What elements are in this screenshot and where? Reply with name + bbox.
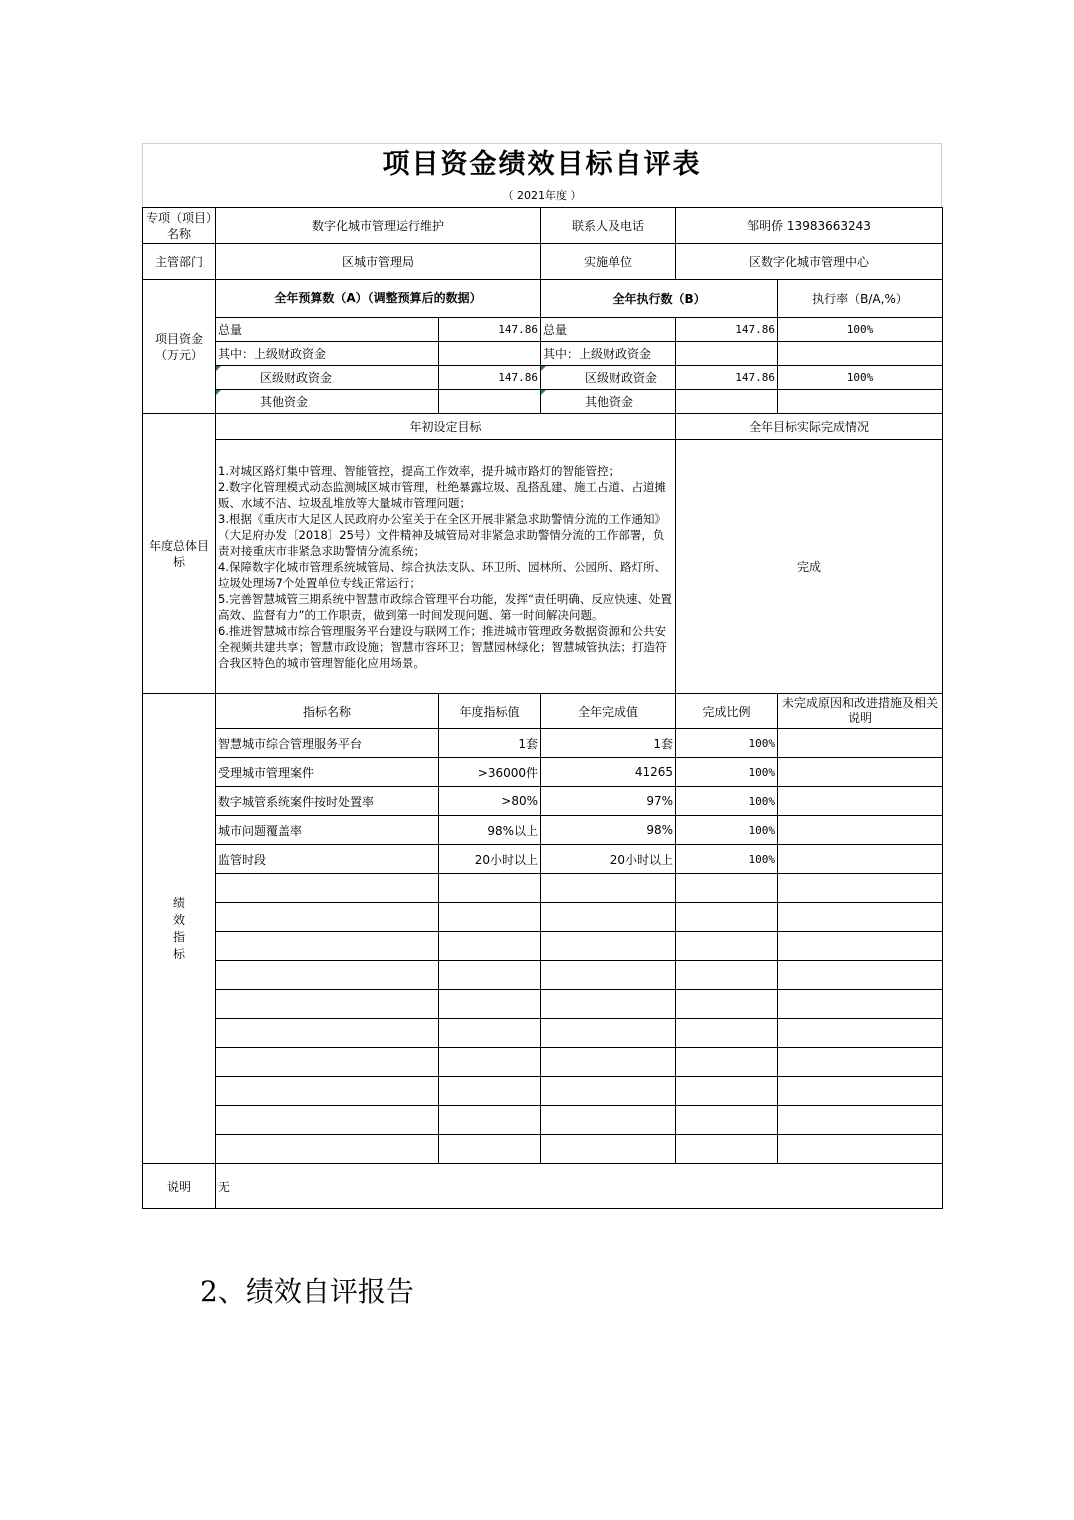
total-budget-label: 总量 (216, 318, 439, 342)
section-heading: 2、绩效自评报告 (200, 1275, 414, 1308)
rate-header: 执行率（B/A,%） (778, 280, 943, 318)
goal-item: 3.根据《重庆市大足区人民政府办公室关于在全区开展非紧急求助警情分流的工作通知》（大足府办发〔2018〕25号）文件精神及城管局对非紧急求助警情分流的工作部署，负责对接重庆市非紧急求助警情分流系统； (218, 511, 666, 558)
indicator-actual: 41265 (541, 758, 676, 787)
empty-indicator-row (143, 903, 943, 932)
evaluation-form (142, 143, 942, 1209)
empty-indicator-row (143, 990, 943, 1019)
empty-indicator-row (143, 932, 943, 961)
actual-completion-header: 全年目标实际完成情况 (676, 414, 943, 440)
indicator-name: 监管时段 (216, 845, 439, 874)
goal-list (216, 440, 676, 694)
ind-actual-header: 全年完成值 (541, 694, 676, 729)
total-budget-value: 147.86 (439, 318, 541, 342)
total-rate-value: 100% (778, 318, 943, 342)
empty-indicator-row (143, 1135, 943, 1164)
dept-value: 区城市管理局 (216, 244, 541, 280)
superior-exec-value (676, 342, 778, 366)
district-budget-label: 区级财政资金 (216, 366, 439, 390)
indicator-row (143, 729, 943, 758)
goal-item: 4.保障数字化城市管理系统城管局、综合执法支队、环卫所、园林所、公园所、路灯所、垃圾处理场7个处置单位专线正常运行； (218, 559, 666, 590)
ind-reason-header: 未完成原因和改进措施及相关说明 (778, 694, 943, 729)
indicator-reason (778, 729, 943, 758)
indicator-actual: 1套 (541, 729, 676, 758)
indicator-target: 1套 (439, 729, 541, 758)
indicator-target: >36000件 (439, 758, 541, 787)
indicators-label (143, 694, 216, 1164)
indicator-actual: 20小时以上 (541, 845, 676, 874)
initial-goal-header: 年初设定目标 (216, 414, 676, 440)
exec-header: 全年执行数（B） (541, 280, 778, 318)
indicator-reason (778, 758, 943, 787)
dept-label: 主管部门 (143, 244, 216, 280)
total-exec-label: 总量 (541, 318, 676, 342)
goal-item: 2.数字化管理模式动态监测城区城市管理，杜绝暴露垃圾、乱搭乱建、施工占道、占道摊贩、水域不洁、垃圾乱堆放等大量城市管理问题； (218, 479, 666, 510)
ind-name-header: 指标名称 (216, 694, 439, 729)
indicator-ratio: 100% (676, 816, 778, 845)
superior-exec-label: 其中：上级财政资金 (541, 342, 676, 366)
notes-label: 说明 (143, 1164, 216, 1209)
indicator-actual: 97% (541, 787, 676, 816)
indicator-target: 20小时以上 (439, 845, 541, 874)
indicator-name: 智慧城市综合管理服务平台 (216, 729, 439, 758)
indicator-ratio: 100% (676, 758, 778, 787)
district-exec-label: 区级财政资金 (541, 366, 676, 390)
form-table (142, 207, 943, 1209)
indicator-ratio: 100% (676, 845, 778, 874)
district-exec-value: 147.86 (676, 366, 778, 390)
empty-indicator-row (143, 874, 943, 903)
other-exec-value (676, 390, 778, 414)
indicator-row (143, 816, 943, 845)
empty-indicator-row (143, 961, 943, 990)
superior-rate-value (778, 342, 943, 366)
indicator-reason (778, 787, 943, 816)
indicator-name: 受理城市管理案件 (216, 758, 439, 787)
impl-unit-label: 实施单位 (541, 244, 676, 280)
district-budget-value: 147.86 (439, 366, 541, 390)
annual-goal-label: 年度总体目标 (143, 414, 216, 694)
form-title: 项目资金绩效目标自评表 (142, 143, 942, 185)
indicator-reason (778, 845, 943, 874)
indicator-target: 98%以上 (439, 816, 541, 845)
indicator-row (143, 787, 943, 816)
indicator-row (143, 845, 943, 874)
project-name-label: 专项（项目）名称 (143, 208, 216, 244)
project-name-value: 数字化城市管理运行维护 (216, 208, 541, 244)
superior-budget-value (439, 342, 541, 366)
empty-indicator-row (143, 1077, 943, 1106)
other-budget-value (439, 390, 541, 414)
empty-indicator-row (143, 1048, 943, 1077)
indicator-reason (778, 816, 943, 845)
indicator-row (143, 758, 943, 787)
empty-indicator-row (143, 1019, 943, 1048)
indicator-name: 数字城管系统案件按时处置率 (216, 787, 439, 816)
indicator-actual: 98% (541, 816, 676, 845)
notes-value: 无 (216, 1164, 943, 1209)
budget-header: 全年预算数（A）（调整预算后的数据） (216, 280, 541, 318)
funds-label: 项目资金（万元） (143, 280, 216, 414)
goal-item: 5.完善智慧城管三期系统中智慧市政综合管理平台功能，发挥“责任明确、反应快速、处置高效、监督有力”的工作职责，做到第一时间发现问题、第一时间解决问题。 (218, 591, 672, 622)
indicator-name: 城市问题覆盖率 (216, 816, 439, 845)
other-exec-label: 其他资金 (541, 390, 676, 414)
goal-item: 6.推进智慧城市综合管理服务平台建设与联网工作；推进城市管理政务数据资源和公共安全视频共建共享；智慧市政设施；智慧市容环卫；智慧园林绿化；智慧城管执法；打造符合我区特色的城市管理智能化应用场景。 (218, 623, 667, 670)
indicators-label-text: 绩效指标 (172, 895, 185, 961)
ind-target-header: 年度指标值 (439, 694, 541, 729)
superior-budget-label: 其中：上级财政资金 (216, 342, 439, 366)
contact-label: 联系人及电话 (541, 208, 676, 244)
contact-value: 邹明侨 13983663243 (676, 208, 943, 244)
other-rate-value (778, 390, 943, 414)
other-budget-label: 其他资金 (216, 390, 439, 414)
impl-unit-value: 区数字化城市管理中心 (676, 244, 943, 280)
indicator-ratio: 100% (676, 787, 778, 816)
goal-item: 1.对城区路灯集中管理、智能管控，提高工作效率，提升城市路灯的智能管控； (218, 463, 620, 478)
indicator-ratio: 100% (676, 729, 778, 758)
empty-indicator-row (143, 1106, 943, 1135)
total-exec-value: 147.86 (676, 318, 778, 342)
ind-ratio-header: 完成比例 (676, 694, 778, 729)
district-rate-value: 100% (778, 366, 943, 390)
form-year: （ 2021年度 ） (142, 185, 942, 207)
goal-completion-value: 完成 (676, 440, 943, 694)
indicator-target: >80% (439, 787, 541, 816)
